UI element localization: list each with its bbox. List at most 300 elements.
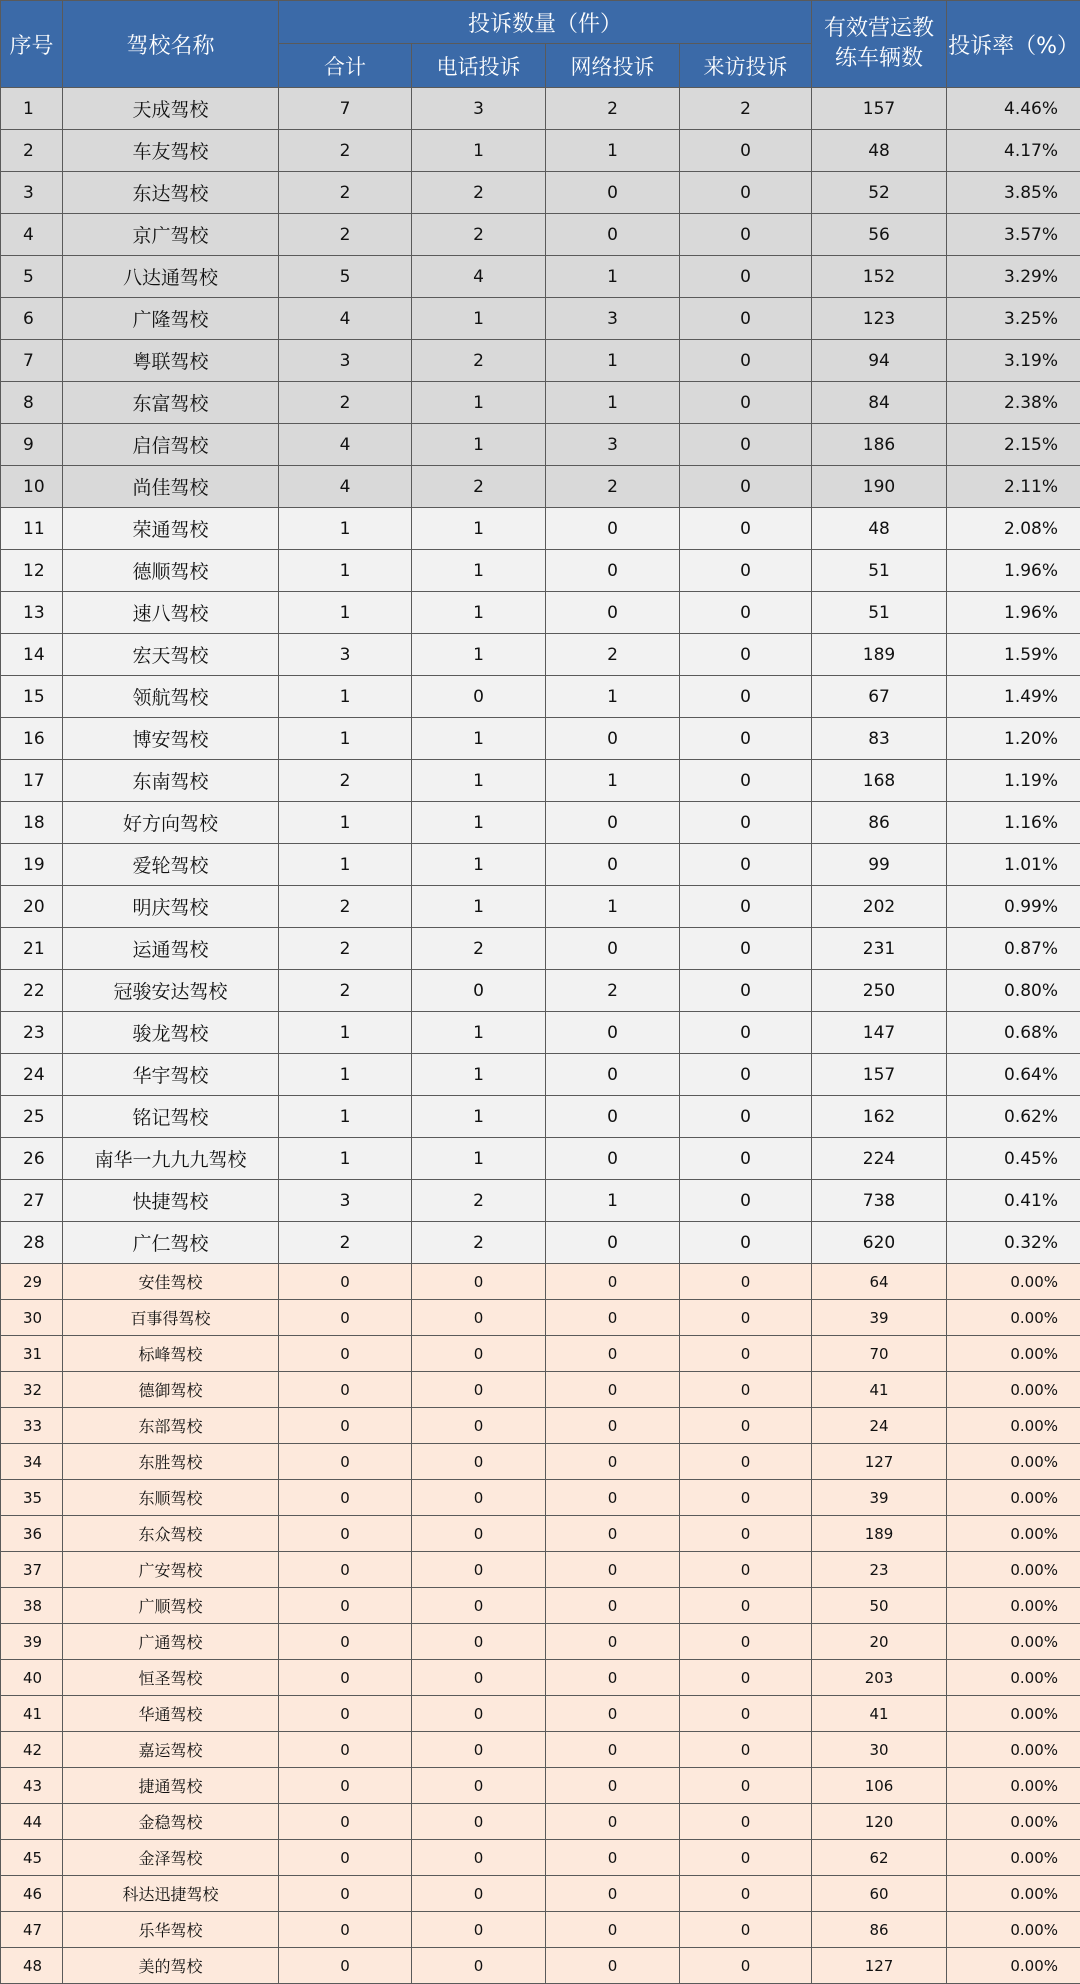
cell-name: 德顺驾校: [63, 550, 279, 592]
cell-total: 0: [279, 1912, 412, 1948]
table-row: [1, 172, 1080, 214]
cell-name: 恒圣驾校: [63, 1660, 279, 1696]
cell-online: 3: [546, 424, 680, 466]
cell-online: 1: [546, 340, 680, 382]
cell-phone: 1: [412, 592, 546, 634]
cell-total: 0: [279, 1732, 412, 1768]
cell-online: 1: [546, 676, 680, 718]
cell-name: 领航驾校: [63, 676, 279, 718]
table-row: [1, 1012, 1080, 1054]
cell-visit: 0: [680, 1948, 812, 1984]
cell-index: 19: [1, 844, 63, 886]
cell-vehicles: 51: [812, 550, 947, 592]
cell-rate: 0.00%: [947, 1336, 1080, 1372]
cell-rate: 3.19%: [947, 340, 1080, 382]
cell-visit: 0: [680, 802, 812, 844]
cell-visit: 0: [680, 214, 812, 256]
cell-total: 2: [279, 382, 412, 424]
cell-vehicles: 94: [812, 340, 947, 382]
header-online: 网络投诉: [546, 44, 680, 88]
table-row: [1, 1372, 1080, 1408]
cell-visit: 0: [680, 970, 812, 1012]
cell-vehicles: 86: [812, 1912, 947, 1948]
cell-visit: 0: [680, 1408, 812, 1444]
cell-phone: 0: [412, 1948, 546, 1984]
cell-vehicles: 189: [812, 634, 947, 676]
cell-name: 乐华驾校: [63, 1912, 279, 1948]
cell-rate: 0.00%: [947, 1624, 1080, 1660]
cell-index: 41: [1, 1696, 63, 1732]
cell-vehicles: 168: [812, 760, 947, 802]
cell-vehicles: 190: [812, 466, 947, 508]
table-row: [1, 718, 1080, 760]
cell-vehicles: 48: [812, 508, 947, 550]
cell-index: 28: [1, 1222, 63, 1264]
table-row: [1, 634, 1080, 676]
cell-rate: 2.38%: [947, 382, 1080, 424]
cell-online: 0: [546, 1222, 680, 1264]
cell-vehicles: 48: [812, 130, 947, 172]
cell-online: 0: [546, 1804, 680, 1840]
table-row: [1, 1660, 1080, 1696]
cell-index: 27: [1, 1180, 63, 1222]
cell-index: 34: [1, 1444, 63, 1480]
cell-name: 广通驾校: [63, 1624, 279, 1660]
cell-rate: 1.19%: [947, 760, 1080, 802]
cell-total: 4: [279, 424, 412, 466]
cell-total: 1: [279, 592, 412, 634]
table-row: [1, 802, 1080, 844]
cell-rate: 0.00%: [947, 1696, 1080, 1732]
cell-rate: 1.59%: [947, 634, 1080, 676]
cell-vehicles: 231: [812, 928, 947, 970]
cell-index: 15: [1, 676, 63, 718]
cell-rate: 0.00%: [947, 1732, 1080, 1768]
cell-visit: 0: [680, 1444, 812, 1480]
cell-name: 东富驾校: [63, 382, 279, 424]
cell-phone: 1: [412, 130, 546, 172]
cell-vehicles: 157: [812, 1054, 947, 1096]
cell-online: 0: [546, 1096, 680, 1138]
table-row: [1, 1138, 1080, 1180]
cell-rate: 1.16%: [947, 802, 1080, 844]
cell-visit: 0: [680, 1300, 812, 1336]
cell-online: 0: [546, 1054, 680, 1096]
header-vehicles: [812, 1, 947, 88]
cell-rate: 0.99%: [947, 886, 1080, 928]
cell-total: 0: [279, 1588, 412, 1624]
cell-rate: 4.46%: [947, 88, 1080, 130]
cell-rate: 4.17%: [947, 130, 1080, 172]
cell-phone: 0: [412, 1372, 546, 1408]
cell-visit: 0: [680, 1222, 812, 1264]
cell-phone: 1: [412, 382, 546, 424]
cell-online: 1: [546, 1180, 680, 1222]
table-row: [1, 298, 1080, 340]
cell-phone: 0: [412, 1408, 546, 1444]
cell-visit: 0: [680, 298, 812, 340]
table-row: [1, 256, 1080, 298]
cell-name: 安佳驾校: [63, 1264, 279, 1300]
cell-index: 35: [1, 1480, 63, 1516]
header-complaints-group: 投诉数量（件）: [279, 1, 812, 44]
cell-online: 3: [546, 298, 680, 340]
cell-total: 2: [279, 130, 412, 172]
table-row: [1, 550, 1080, 592]
cell-visit: 0: [680, 1096, 812, 1138]
cell-phone: 1: [412, 718, 546, 760]
cell-total: 2: [279, 886, 412, 928]
cell-name: 粤联驾校: [63, 340, 279, 382]
cell-total: 1: [279, 1138, 412, 1180]
cell-vehicles: 52: [812, 172, 947, 214]
cell-vehicles: 738: [812, 1180, 947, 1222]
cell-name: 铭记驾校: [63, 1096, 279, 1138]
cell-rate: 0.62%: [947, 1096, 1080, 1138]
cell-online: 0: [546, 214, 680, 256]
cell-phone: 1: [412, 1054, 546, 1096]
cell-vehicles: 152: [812, 256, 947, 298]
cell-index: 11: [1, 508, 63, 550]
table-row: [1, 1096, 1080, 1138]
cell-total: 1: [279, 1096, 412, 1138]
cell-vehicles: 120: [812, 1804, 947, 1840]
cell-rate: 0.00%: [947, 1804, 1080, 1840]
cell-index: 7: [1, 340, 63, 382]
cell-index: 40: [1, 1660, 63, 1696]
cell-visit: 0: [680, 928, 812, 970]
cell-visit: 2: [680, 88, 812, 130]
cell-vehicles: 99: [812, 844, 947, 886]
cell-visit: 0: [680, 1372, 812, 1408]
cell-total: 0: [279, 1552, 412, 1588]
cell-index: 42: [1, 1732, 63, 1768]
cell-name: 尚佳驾校: [63, 466, 279, 508]
cell-total: 0: [279, 1624, 412, 1660]
cell-index: 31: [1, 1336, 63, 1372]
cell-index: 22: [1, 970, 63, 1012]
cell-online: 0: [546, 802, 680, 844]
cell-index: 1: [1, 88, 63, 130]
cell-visit: 0: [680, 844, 812, 886]
table-row: [1, 1768, 1080, 1804]
cell-total: 2: [279, 1222, 412, 1264]
cell-total: 2: [279, 970, 412, 1012]
cell-online: 0: [546, 1480, 680, 1516]
cell-rate: 1.01%: [947, 844, 1080, 886]
cell-visit: 0: [680, 1054, 812, 1096]
cell-rate: 1.20%: [947, 718, 1080, 760]
header-name: 驾校名称: [63, 1, 279, 88]
cell-online: 0: [546, 928, 680, 970]
cell-name: 科达迅捷驾校: [63, 1876, 279, 1912]
cell-vehicles: 30: [812, 1732, 947, 1768]
table-row: [1, 760, 1080, 802]
cell-index: 8: [1, 382, 63, 424]
table-row: [1, 1588, 1080, 1624]
cell-name: 东顺驾校: [63, 1480, 279, 1516]
cell-phone: 2: [412, 214, 546, 256]
cell-rate: 1.49%: [947, 676, 1080, 718]
cell-index: 2: [1, 130, 63, 172]
cell-vehicles: 39: [812, 1480, 947, 1516]
cell-vehicles: 250: [812, 970, 947, 1012]
cell-online: 0: [546, 172, 680, 214]
cell-visit: 0: [680, 1876, 812, 1912]
cell-total: 0: [279, 1804, 412, 1840]
table-row: [1, 886, 1080, 928]
cell-phone: 0: [412, 1732, 546, 1768]
table-row: [1, 592, 1080, 634]
cell-rate: 0.00%: [947, 1264, 1080, 1300]
cell-online: 0: [546, 1660, 680, 1696]
cell-total: 0: [279, 1372, 412, 1408]
cell-online: 0: [546, 1912, 680, 1948]
cell-phone: 4: [412, 256, 546, 298]
cell-visit: 0: [680, 760, 812, 802]
cell-name: 启信驾校: [63, 424, 279, 466]
cell-index: 26: [1, 1138, 63, 1180]
cell-rate: 0.64%: [947, 1054, 1080, 1096]
cell-total: 1: [279, 676, 412, 718]
cell-name: 广安驾校: [63, 1552, 279, 1588]
cell-index: 20: [1, 886, 63, 928]
cell-online: 1: [546, 256, 680, 298]
cell-visit: 0: [680, 1732, 812, 1768]
cell-index: 13: [1, 592, 63, 634]
cell-visit: 0: [680, 1012, 812, 1054]
table-row: [1, 844, 1080, 886]
cell-visit: 0: [680, 466, 812, 508]
cell-phone: 1: [412, 424, 546, 466]
cell-visit: 0: [680, 1552, 812, 1588]
cell-visit: 0: [680, 256, 812, 298]
cell-visit: 0: [680, 1804, 812, 1840]
cell-vehicles: 23: [812, 1552, 947, 1588]
table-row: [1, 1180, 1080, 1222]
cell-online: 1: [546, 382, 680, 424]
table-row: [1, 1552, 1080, 1588]
cell-index: 45: [1, 1840, 63, 1876]
cell-rate: 0.87%: [947, 928, 1080, 970]
cell-total: 1: [279, 1012, 412, 1054]
header-phone: 电话投诉: [412, 44, 546, 88]
cell-total: 3: [279, 1180, 412, 1222]
cell-total: 0: [279, 1408, 412, 1444]
cell-index: 37: [1, 1552, 63, 1588]
cell-index: 32: [1, 1372, 63, 1408]
cell-rate: 0.00%: [947, 1912, 1080, 1948]
table-row: [1, 382, 1080, 424]
cell-name: 金稳驾校: [63, 1804, 279, 1840]
cell-name: 荣通驾校: [63, 508, 279, 550]
cell-total: 2: [279, 172, 412, 214]
cell-total: 0: [279, 1948, 412, 1984]
cell-index: 48: [1, 1948, 63, 1984]
cell-visit: 0: [680, 886, 812, 928]
cell-phone: 0: [412, 1588, 546, 1624]
cell-vehicles: 50: [812, 1588, 947, 1624]
cell-name: 宏天驾校: [63, 634, 279, 676]
cell-phone: 2: [412, 1222, 546, 1264]
cell-rate: 2.15%: [947, 424, 1080, 466]
cell-visit: 0: [680, 172, 812, 214]
cell-online: 2: [546, 88, 680, 130]
cell-total: 4: [279, 298, 412, 340]
table-row: [1, 466, 1080, 508]
cell-online: 0: [546, 1624, 680, 1660]
cell-name: 东南驾校: [63, 760, 279, 802]
cell-phone: 0: [412, 1300, 546, 1336]
cell-online: 0: [546, 1516, 680, 1552]
header-index: 序号: [1, 1, 63, 88]
cell-visit: 0: [680, 1660, 812, 1696]
table-row: [1, 1732, 1080, 1768]
cell-vehicles: 24: [812, 1408, 947, 1444]
cell-rate: 1.96%: [947, 550, 1080, 592]
cell-total: 0: [279, 1336, 412, 1372]
cell-name: 东部驾校: [63, 1408, 279, 1444]
cell-rate: 0.00%: [947, 1660, 1080, 1696]
cell-index: 9: [1, 424, 63, 466]
cell-index: 3: [1, 172, 63, 214]
cell-rate: 0.00%: [947, 1840, 1080, 1876]
cell-name: 八达通驾校: [63, 256, 279, 298]
cell-online: 0: [546, 844, 680, 886]
cell-name: 捷通驾校: [63, 1768, 279, 1804]
cell-name: 骏龙驾校: [63, 1012, 279, 1054]
cell-index: 25: [1, 1096, 63, 1138]
cell-index: 21: [1, 928, 63, 970]
cell-vehicles: 162: [812, 1096, 947, 1138]
cell-rate: 0.41%: [947, 1180, 1080, 1222]
cell-phone: 1: [412, 1012, 546, 1054]
table-row: [1, 340, 1080, 382]
cell-name: 车友驾校: [63, 130, 279, 172]
cell-name: 京广驾校: [63, 214, 279, 256]
cell-rate: 0.00%: [947, 1480, 1080, 1516]
cell-rate: 0.00%: [947, 1588, 1080, 1624]
cell-name: 广顺驾校: [63, 1588, 279, 1624]
cell-index: 14: [1, 634, 63, 676]
header-rate: 投诉率（%）: [947, 1, 1080, 88]
table-row: [1, 1336, 1080, 1372]
cell-vehicles: 84: [812, 382, 947, 424]
cell-online: 2: [546, 634, 680, 676]
table-row: [1, 1516, 1080, 1552]
cell-online: 0: [546, 1336, 680, 1372]
cell-name: 冠骏安达驾校: [63, 970, 279, 1012]
cell-total: 0: [279, 1696, 412, 1732]
cell-visit: 0: [680, 1912, 812, 1948]
cell-phone: 0: [412, 1912, 546, 1948]
cell-index: 6: [1, 298, 63, 340]
cell-online: 0: [546, 1552, 680, 1588]
cell-index: 16: [1, 718, 63, 760]
table-row: [1, 214, 1080, 256]
cell-online: 0: [546, 1948, 680, 1984]
cell-phone: 0: [412, 1552, 546, 1588]
cell-name: 快捷驾校: [63, 1180, 279, 1222]
cell-visit: 0: [680, 550, 812, 592]
cell-online: 0: [546, 1372, 680, 1408]
cell-visit: 0: [680, 634, 812, 676]
cell-total: 0: [279, 1516, 412, 1552]
cell-visit: 0: [680, 1588, 812, 1624]
cell-total: 1: [279, 844, 412, 886]
table-row: [1, 1840, 1080, 1876]
cell-total: 0: [279, 1840, 412, 1876]
cell-phone: 0: [412, 1804, 546, 1840]
header-vehicles-label: 有效营运教练车辆数: [824, 16, 934, 71]
cell-visit: 0: [680, 424, 812, 466]
cell-index: 23: [1, 1012, 63, 1054]
cell-index: 43: [1, 1768, 63, 1804]
cell-name: 广仁驾校: [63, 1222, 279, 1264]
cell-rate: 3.85%: [947, 172, 1080, 214]
cell-phone: 0: [412, 1516, 546, 1552]
table-row: [1, 1912, 1080, 1948]
cell-total: 0: [279, 1300, 412, 1336]
cell-name: 明庆驾校: [63, 886, 279, 928]
cell-total: 3: [279, 634, 412, 676]
cell-visit: 0: [680, 1624, 812, 1660]
cell-phone: 0: [412, 1444, 546, 1480]
cell-index: 24: [1, 1054, 63, 1096]
cell-index: 44: [1, 1804, 63, 1840]
cell-online: 0: [546, 1138, 680, 1180]
cell-rate: 3.57%: [947, 214, 1080, 256]
cell-rate: 3.25%: [947, 298, 1080, 340]
cell-visit: 0: [680, 1516, 812, 1552]
cell-visit: 0: [680, 382, 812, 424]
cell-online: 0: [546, 718, 680, 760]
cell-name: 德御驾校: [63, 1372, 279, 1408]
cell-index: 39: [1, 1624, 63, 1660]
cell-name: 广隆驾校: [63, 298, 279, 340]
cell-vehicles: 123: [812, 298, 947, 340]
cell-index: 5: [1, 256, 63, 298]
cell-online: 2: [546, 466, 680, 508]
cell-name: 东众驾校: [63, 1516, 279, 1552]
cell-vehicles: 70: [812, 1336, 947, 1372]
cell-name: 美的驾校: [63, 1948, 279, 1984]
cell-rate: 3.29%: [947, 256, 1080, 298]
cell-visit: 0: [680, 1768, 812, 1804]
cell-rate: 0.00%: [947, 1948, 1080, 1984]
cell-rate: 0.80%: [947, 970, 1080, 1012]
cell-vehicles: 60: [812, 1876, 947, 1912]
cell-total: 0: [279, 1264, 412, 1300]
cell-rate: 2.11%: [947, 466, 1080, 508]
cell-total: 0: [279, 1660, 412, 1696]
cell-phone: 0: [412, 1660, 546, 1696]
cell-name: 金泽驾校: [63, 1840, 279, 1876]
cell-rate: 0.00%: [947, 1516, 1080, 1552]
cell-name: 速八驾校: [63, 592, 279, 634]
cell-vehicles: 51: [812, 592, 947, 634]
cell-rate: 0.00%: [947, 1552, 1080, 1588]
cell-vehicles: 203: [812, 1660, 947, 1696]
table-row: [1, 508, 1080, 550]
cell-name: 华通驾校: [63, 1696, 279, 1732]
cell-vehicles: 157: [812, 88, 947, 130]
cell-index: 10: [1, 466, 63, 508]
cell-phone: 2: [412, 172, 546, 214]
cell-total: 0: [279, 1876, 412, 1912]
cell-total: 2: [279, 760, 412, 802]
cell-phone: 2: [412, 466, 546, 508]
